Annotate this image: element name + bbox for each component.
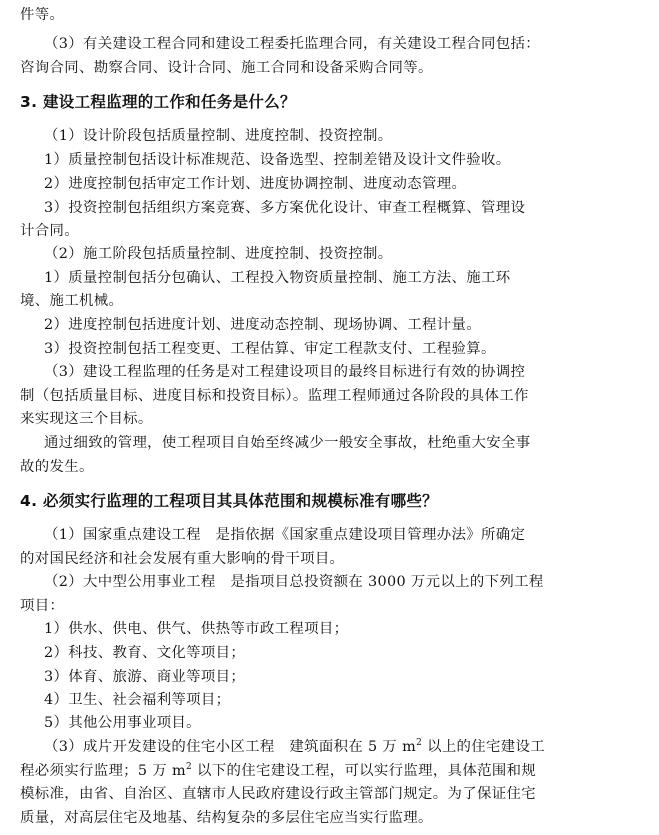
paragraph-line: 故的发生。	[20, 459, 94, 475]
paragraph-line: （1）国家重点建设工程 是指依据《国家重点建设项目管理办法》所确定	[44, 527, 526, 543]
paragraph-line: 件等。	[20, 7, 65, 23]
paragraph-line: 制（包括质量目标、进度目标和投资目标）。监理工程师通过各阶段的具体工作	[20, 388, 529, 404]
list-item: 5）其他公用事业项目。	[44, 715, 201, 731]
paragraph-line: 咨询合同、勘察合同、设计合同、施工合同和设备采购合同等。	[20, 60, 433, 76]
paragraph-line	[44, 735, 545, 759]
paragraph-line: 质量，对高层住宅及地基、结构复杂的多层住宅应当实行监理。	[20, 810, 433, 826]
paragraph-line: 3）投资控制包括组织方案竞赛、多方案优化设计、审查工程概算、管理设	[44, 200, 526, 216]
list-item: 3）体育、旅游、商业等项目；	[44, 669, 246, 685]
paragraph-line: 模标准，由省、自治区、直辖市人民政府建设行政主管部门规定。为了保证住宅	[20, 786, 536, 802]
paragraph-line: （2）施工阶段包括质量控制、进度控制、投资控制。	[44, 246, 393, 262]
paragraph-line: 3）投资控制包括工程变更、工程估算、审定工程款支付、工程验算。	[44, 341, 496, 357]
list-item: 1）供水、供电、供气、供热等市政工程项目；	[44, 621, 349, 637]
text-segment: （3）成片开发建设的住宅小区工程 建筑面积在 5 万 m	[44, 739, 417, 755]
paragraph-line: 项目：	[20, 598, 65, 614]
superscript: 2	[186, 762, 193, 772]
paragraph-line: 计合同。	[20, 223, 79, 239]
paragraph-line: 1）质量控制包括设计标准规范、设备选型、控制差错及设计文件验收。	[44, 152, 511, 168]
paragraph-line: 来实现这三个目标。	[20, 411, 153, 427]
paragraph-line: （3）建设工程监理的任务是对工程建设项目的最终目标进行有效的协调控	[44, 364, 526, 380]
paragraph-line: （2）大中型公用事业工程 是指项目总投资额在 3000 万元以上的下列工程	[44, 574, 544, 590]
paragraph-line	[20, 759, 536, 783]
paragraph-line: 2）进度控制包括进度计划、进度动态控制、现场协调、工程计量。	[44, 317, 481, 333]
paragraph-line: 2）进度控制包括审定工作计划、进度协调控制、进度动态管理。	[44, 176, 467, 192]
paragraph-line: 境、施工机械。	[20, 293, 124, 309]
section-heading-3: 3. 建设工程监理的工作和任务是什么？	[20, 93, 296, 111]
paragraph-line: 的对国民经济和社会发展有重大影响的骨干项目。	[20, 551, 345, 567]
list-item: 2）科技、教育、文化等项目；	[44, 645, 246, 661]
paragraph-line: （1）设计阶段包括质量控制、进度控制、投资控制。	[44, 128, 393, 144]
text-segment: 以上的住宅建设工	[422, 739, 546, 755]
paragraph-line: 1）质量控制包括分包确认、工程投入物资质量控制、施工方法、施工环	[44, 270, 511, 286]
paragraph-line: 通过细致的管理，使工程项目自始至终减少一般安全事故，杜绝重大安全事	[44, 435, 531, 451]
text-segment: 程必须实行监理；5 万 m	[20, 763, 187, 779]
section-heading-4: 4. 必须实行监理的工程项目其具体范围和规模标准有哪些？	[20, 492, 438, 510]
list-item: 4）卫生、社会福利等项目；	[44, 692, 231, 708]
superscript: 2	[416, 738, 423, 748]
text-segment: 以下的住宅建设工程，可以实行监理，具体范围和规	[192, 763, 537, 779]
paragraph-line: （3）有关建设工程合同和建设工程委托监理合同，有关建设工程合同包括：	[44, 36, 540, 52]
